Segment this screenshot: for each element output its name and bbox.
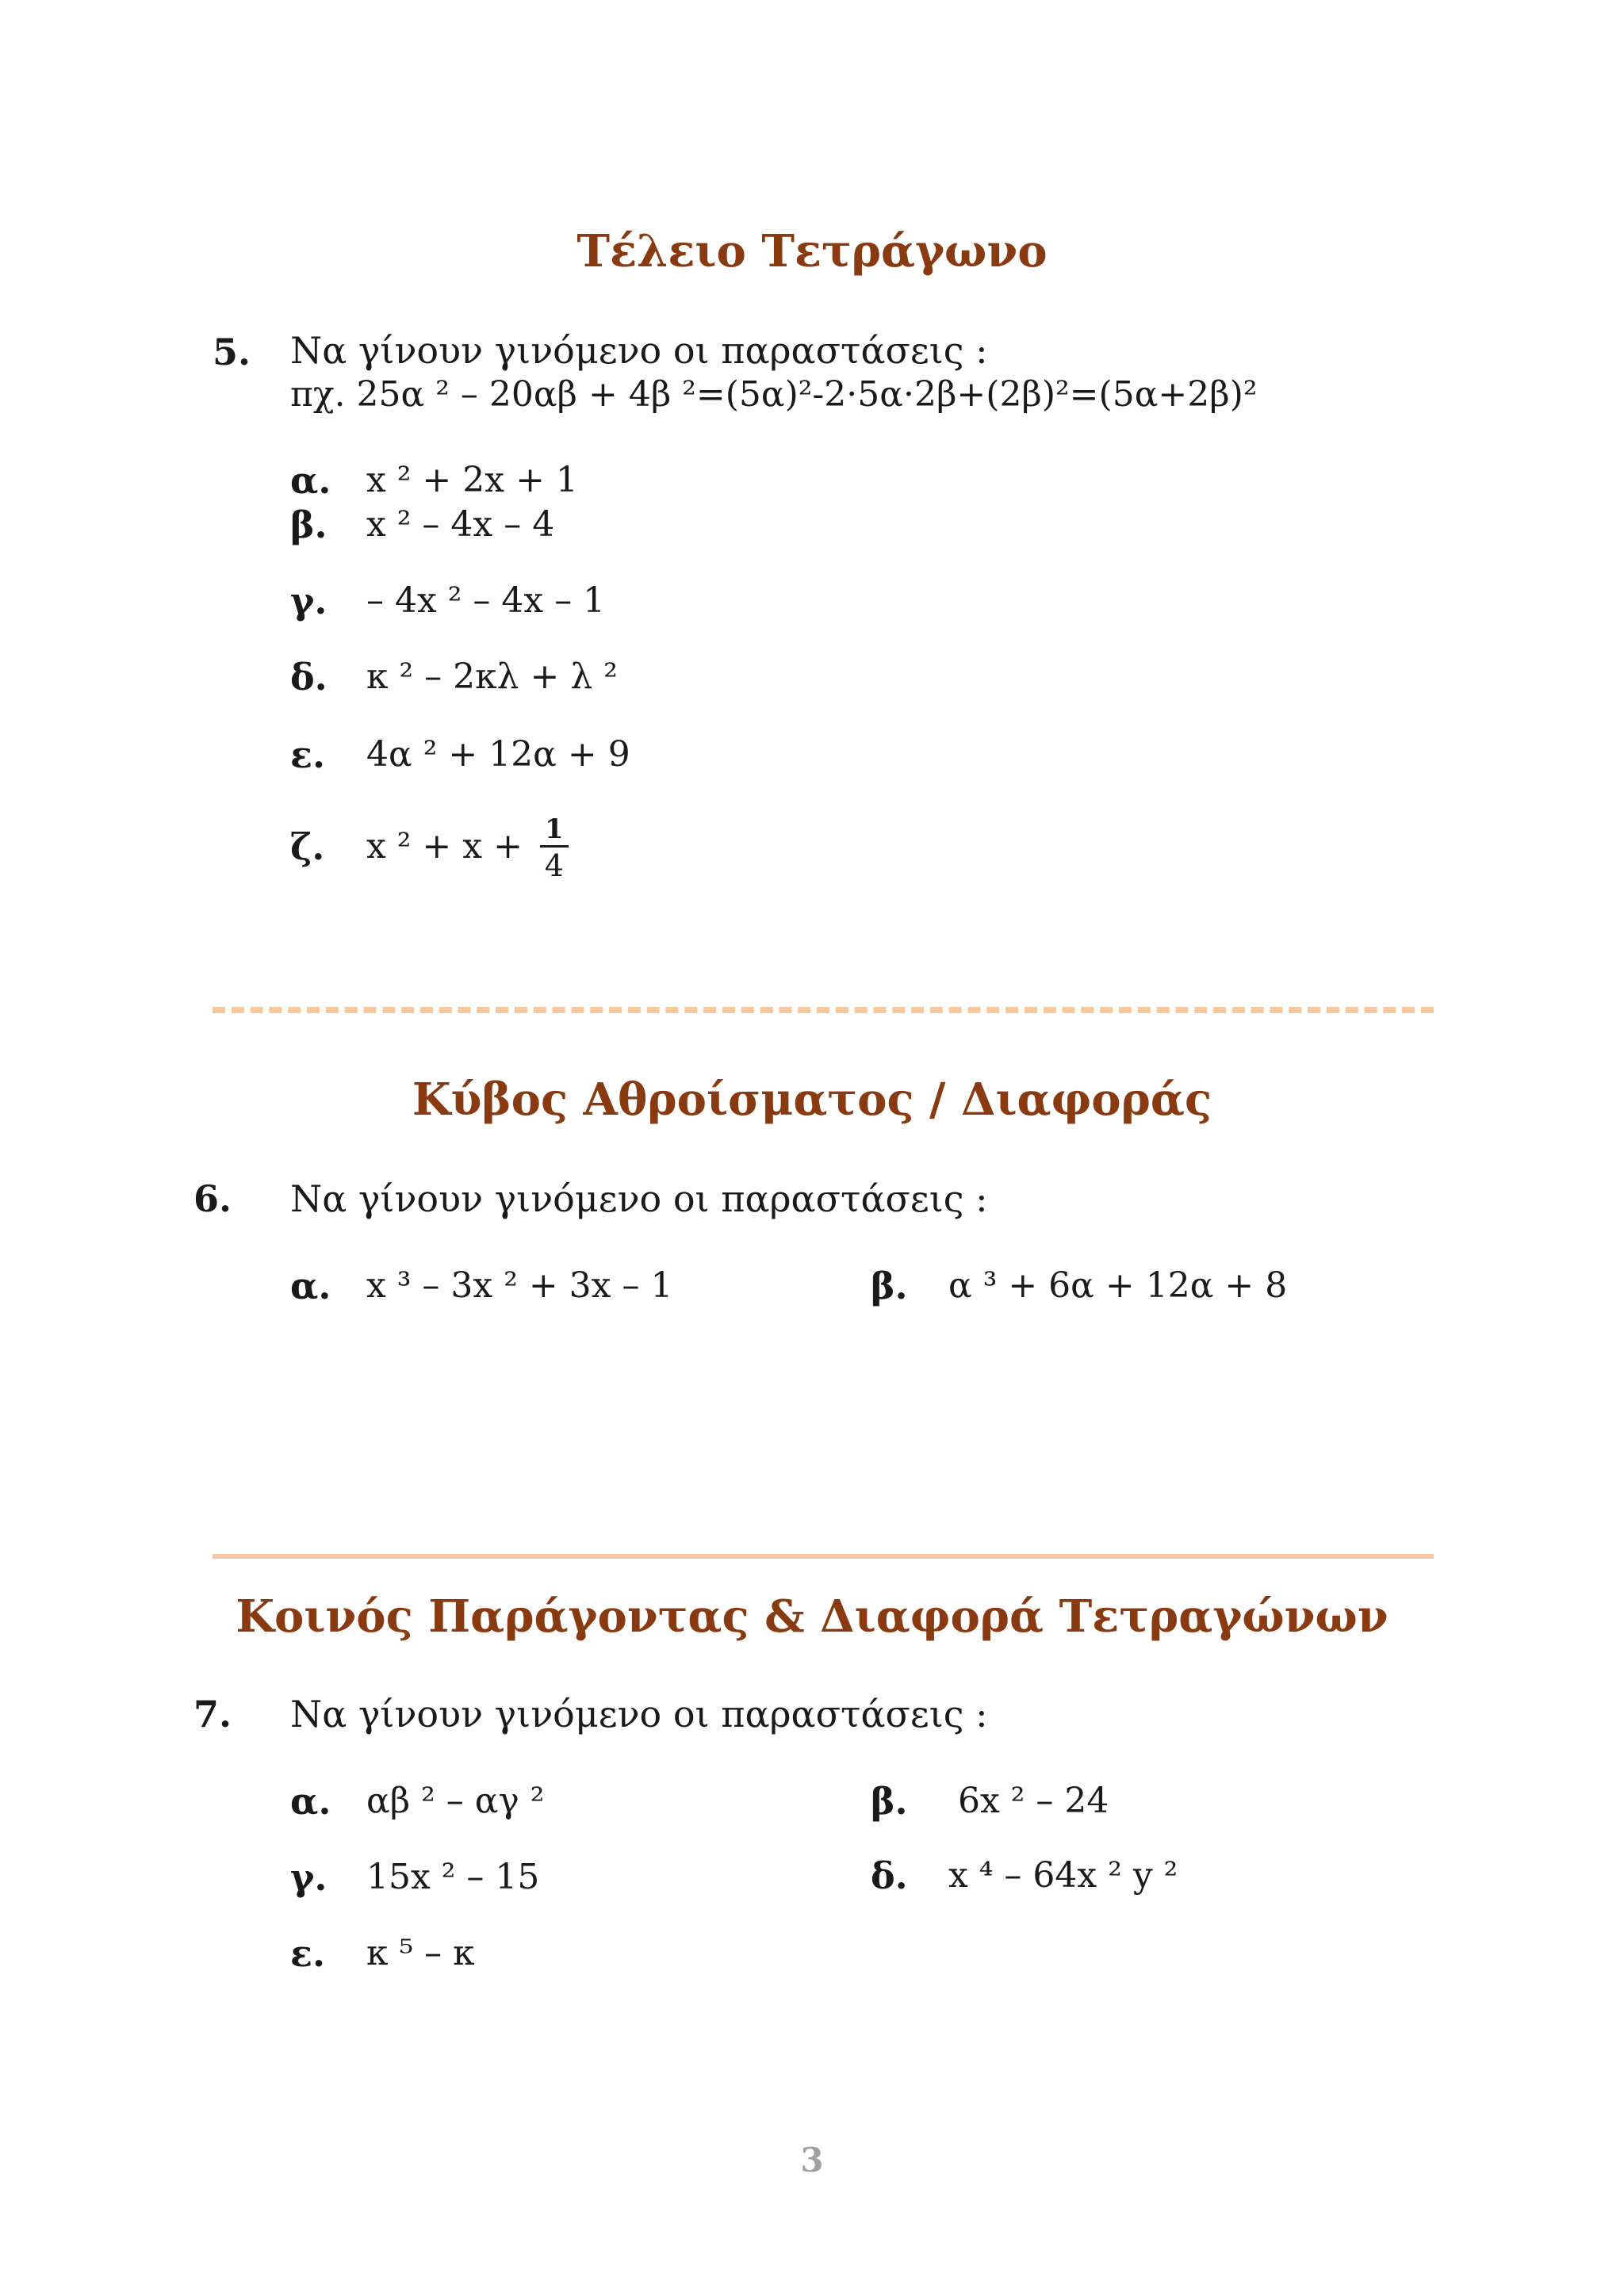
exercise-instruction: Να γίνουν γινόμενο οι παραστάσεις :: [290, 329, 988, 372]
item-label: ζ.: [290, 825, 325, 868]
dashed-divider: [213, 1007, 1434, 1013]
item-label: α.: [290, 1265, 331, 1307]
page-number: 3: [800, 2141, 824, 2179]
item-expression: x ² + 2x + 1: [366, 460, 578, 500]
fraction-denominator: 4: [544, 848, 564, 883]
item-expression: 6x ² – 24: [958, 1781, 1109, 1821]
item-expression: x ² – 4x – 4: [366, 504, 555, 545]
item-expression: κ ² – 2κλ + λ ²: [366, 656, 618, 697]
item-expression: – 4x ² – 4x – 1: [366, 580, 606, 621]
exercise-number: 7.: [193, 1693, 232, 1735]
item-expression: 15x ² – 15: [366, 1857, 540, 1897]
section-title-cube: Κύβος Αθροίσματος / Διαφοράς: [412, 1073, 1212, 1126]
section-title-perfect-square: Τέλειο Τετράγωνο: [576, 225, 1048, 277]
item-label: δ.: [871, 1854, 908, 1897]
exercise-number: 6.: [193, 1177, 232, 1220]
item-expression: αβ ² – αγ ²: [366, 1781, 545, 1821]
item-label: α.: [290, 1780, 331, 1823]
solid-divider: [213, 1554, 1434, 1559]
item-label: β.: [871, 1780, 908, 1823]
item-expression: x ⁴ – 64x ² y ²: [948, 1855, 1178, 1896]
item-expression-with-fraction: [366, 802, 569, 891]
worked-example: πχ. 25α ² – 20αβ + 4β ²=(5α)²-2·5α·2β+(2β)²=(5α+2β)²: [290, 374, 1258, 415]
section-title-common-factor: Κοινός Παράγοντας & Διαφορά Τετραγώνων: [236, 1590, 1388, 1643]
item-label: γ.: [290, 580, 327, 622]
exercise-instruction: Να γίνουν γινόμενο οι παραστάσεις :: [290, 1693, 988, 1735]
item-label: γ.: [290, 1856, 327, 1899]
item-label: α.: [290, 459, 331, 502]
item-expression: x ³ – 3x ² + 3x – 1: [366, 1265, 673, 1306]
item-label: β.: [290, 503, 327, 546]
fraction-numerator: 1: [540, 813, 569, 848]
item-expression: κ ⁵ – κ: [366, 1933, 475, 1973]
fraction: [540, 813, 569, 884]
exercise-instruction: Να γίνουν γινόμενο οι παραστάσεις :: [290, 1177, 988, 1220]
exercise-number: 5.: [213, 331, 251, 373]
item-expression: x ² + x +: [366, 826, 523, 867]
item-label: ε.: [290, 1932, 325, 1975]
item-expression: α ³ + 6α + 12α + 8: [948, 1265, 1288, 1306]
item-label: δ.: [290, 656, 327, 698]
item-expression: 4α ² + 12α + 9: [366, 734, 630, 775]
item-label: ε.: [290, 733, 325, 776]
item-label: β.: [871, 1265, 908, 1307]
